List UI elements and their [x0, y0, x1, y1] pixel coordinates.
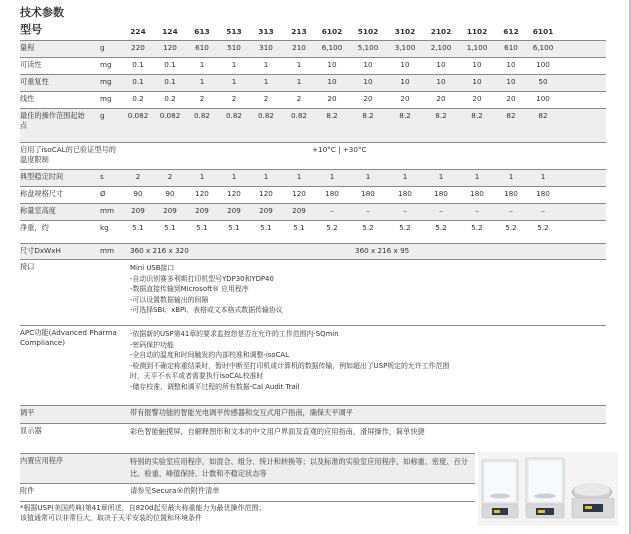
model-col-header: 6102 [321, 27, 343, 36]
accessories-label: 附件 [20, 486, 35, 495]
spec-value: 20 [506, 94, 516, 103]
spec-value: 8.2 [326, 111, 338, 120]
spec-unit: s [100, 172, 104, 181]
spec-value: 220 [131, 43, 145, 52]
footnote-line-1: *根据USP(美国药典)第41章所述，自820d起至最大称重能力为最优操作范围； [20, 504, 266, 512]
spec-value: 0.82 [193, 111, 210, 120]
spec-label: 典型稳定时间 [20, 172, 64, 181]
spec-value: 5.2 [435, 223, 447, 232]
spec-row [20, 91, 606, 108]
spec-value: 180 [361, 189, 375, 198]
spec-label: 可重复性 [20, 77, 49, 86]
model-col-header: 2102 [430, 27, 452, 36]
spec-value: 8.2 [362, 111, 374, 120]
spec-value: 10 [472, 60, 482, 69]
spec-value: 0.1 [132, 60, 144, 69]
spec-value: 0.082 [159, 111, 181, 120]
spec-value: 180 [398, 189, 412, 198]
spec-value: 209 [195, 206, 209, 215]
spec-value: 1 [199, 60, 205, 69]
spec-unit: kg [100, 223, 109, 232]
apc-line: -检测到不确定称重结果时，暂时中断至打印机或计算机的数据传输，例如超出了USP规定的允许工作范围 [130, 361, 450, 370]
spec-value: 209 [131, 206, 145, 215]
accessories-value: 请参见Secura®的附件清单 [130, 486, 220, 495]
dims-label: 尺寸DxWxH [20, 246, 61, 255]
spec-value: 1 [199, 77, 205, 86]
spec-value: 1 [540, 172, 546, 181]
spec-row [20, 169, 606, 186]
spec-value: 2,100 [430, 43, 452, 52]
spec-value: 8.2 [471, 111, 483, 120]
spec-value: 0.082 [127, 111, 149, 120]
spec-value: 510 [227, 43, 241, 52]
spec-value: 20 [472, 94, 482, 103]
spec-value: 209 [227, 206, 241, 215]
spec-unit: mg [100, 94, 112, 103]
apc-line: 时，天平不水平或者需要执行isoCAL校准时 [130, 372, 264, 380]
spec-row [20, 186, 606, 203]
apc-row [20, 325, 606, 405]
spec-value: 20 [436, 94, 446, 103]
model-col-header: 6101 [532, 27, 554, 36]
spec-value: – [403, 206, 407, 215]
spec-value: 1 [263, 172, 269, 181]
dims-value-b: 360 x 216 x 95 [355, 246, 410, 255]
spec-value: 2 [263, 94, 269, 103]
spec-value: 120 [259, 189, 273, 198]
spec-value: 0.1 [164, 60, 176, 69]
spec-value: 1 [508, 172, 514, 181]
apc-line: -密码保护功能 [130, 340, 174, 349]
spec-value: 120 [292, 189, 306, 198]
spec-value: 1 [231, 172, 237, 181]
spec-value: 209 [292, 206, 306, 215]
spec-value: 180 [434, 189, 448, 198]
spec-value: 10 [363, 60, 373, 69]
leveling-label: 调平 [20, 408, 35, 417]
iso-row [20, 142, 606, 169]
spec-value: 1 [296, 77, 302, 86]
spec-label: 线性 [20, 94, 35, 103]
spec-value: 310 [259, 43, 273, 52]
interface-lines [130, 263, 560, 316]
spec-value: 20 [363, 94, 373, 103]
spec-value: 5.1 [196, 223, 208, 232]
apc-line: -依据新的USP第41章的要求监控您是否在允许的工作范围内-SQmin [130, 330, 339, 338]
spec-row [20, 74, 606, 91]
spec-value: 8.2 [399, 111, 411, 120]
spec-value: 8.2 [435, 111, 447, 120]
spec-value: 2 [135, 172, 141, 181]
apc-label: APC功能(Advanced Pharma Compliance) [20, 328, 117, 347]
spec-value: 120 [163, 43, 177, 52]
spec-value: 0.1 [132, 77, 144, 86]
spec-value: 90 [165, 189, 175, 198]
spec-value: 0.2 [164, 94, 176, 103]
spec-value: 180 [325, 189, 339, 198]
spec-value: 610 [504, 43, 518, 52]
spec-value: 120 [195, 189, 209, 198]
spec-value: 1,100 [466, 43, 488, 52]
spec-value: 5,100 [357, 43, 379, 52]
spec-value: 209 [163, 206, 177, 215]
spec-value: 10 [400, 60, 410, 69]
spec-value: 209 [259, 206, 273, 215]
footnote-line-2: 该值通常可以非常巨大，取决于天平安装的位置和环境条件 [20, 514, 202, 522]
spec-row [20, 40, 606, 57]
model-col-header: 224 [130, 27, 146, 36]
spec-value: 1 [263, 60, 269, 69]
spec-value: – [475, 206, 479, 215]
spec-value: 1 [296, 172, 302, 181]
leveling-value: 带有报警功能的智能光电调平传感器和交互式用户指南，确保天平调平 [130, 408, 353, 417]
interface-line: -自动识别赛多利斯打印机型号YDP30和YDP40 [130, 274, 274, 283]
apc-lines [130, 329, 560, 392]
spec-value: 5.2 [362, 223, 374, 232]
display-value: 彩色智能触摸屏，自解释图形和文本的中文用户界面及直观的应用指南，滑屏操作，简单快捷 [130, 427, 425, 436]
spec-value: 5.2 [399, 223, 411, 232]
spec-value: 1 [199, 172, 205, 181]
spec-value: 1 [329, 172, 335, 181]
model-col-header: 3102 [394, 27, 416, 36]
spec-value: 6,100 [532, 43, 554, 52]
interface-row [20, 259, 606, 325]
spec-value: 10 [400, 77, 410, 86]
model-col-header: 613 [194, 27, 210, 36]
iso-value: +10°C | +30°C [312, 145, 367, 154]
spec-value: 180 [504, 189, 518, 198]
dims-unit: mm [100, 246, 115, 255]
spec-value: 1 [231, 60, 237, 69]
spec-value: 5.1 [228, 223, 240, 232]
model-label: 型号 [20, 23, 42, 36]
spec-value: 1 [402, 172, 408, 181]
spec-value: 10 [436, 60, 446, 69]
spec-label: 净重，约 [20, 223, 49, 232]
spec-value: 5.2 [471, 223, 483, 232]
spec-value: 100 [536, 94, 550, 103]
spec-value: 10 [506, 77, 516, 86]
model-col-header: 124 [162, 27, 178, 36]
spec-value: – [366, 206, 370, 215]
interface-line: -数据直接传输到Microsoft® 应用程序 [130, 285, 249, 293]
model-col-header: 5102 [357, 27, 379, 36]
interface-line: -可以设置数据输出的间隔 [130, 295, 209, 304]
spec-row [20, 57, 606, 74]
spec-label: 量程 [20, 43, 35, 52]
spec-value: 0.2 [132, 94, 144, 103]
spec-value: 2 [167, 172, 173, 181]
spec-value: 10 [436, 77, 446, 86]
spec-value: 1 [474, 172, 480, 181]
spec-value: 180 [470, 189, 484, 198]
model-col-header: 1102 [466, 27, 488, 36]
spec-value: 90 [133, 189, 143, 198]
spec-unit: g [100, 43, 105, 52]
spec-value: 180 [536, 189, 550, 198]
spec-value: 2 [199, 94, 205, 103]
spec-value: 10 [472, 77, 482, 86]
model-col-header: 612 [503, 27, 519, 36]
dims-value-a: 360 x 216 x 320 [130, 246, 189, 255]
spec-value: 0.1 [164, 77, 176, 86]
spec-value: 0.82 [257, 111, 274, 120]
model-col-header: 213 [291, 27, 307, 36]
spec-value: 10 [327, 77, 337, 86]
spec-unit: mm [100, 206, 115, 215]
spec-value: – [439, 206, 443, 215]
interface-label: 接口 [20, 262, 35, 271]
spec-value: 1 [296, 60, 302, 69]
spec-value: 10 [327, 60, 337, 69]
display-label: 显示器 [20, 426, 42, 435]
interface-line: Mini USB接口 [130, 264, 175, 272]
spec-value: – [541, 206, 545, 215]
spec-value: – [509, 206, 513, 215]
spec-value: 1 [231, 77, 237, 86]
spec-value: 210 [292, 43, 306, 52]
spec-unit: mg [100, 77, 112, 86]
model-header-row [20, 22, 606, 39]
spec-value: 82 [506, 111, 516, 120]
spec-value: 10 [363, 77, 373, 86]
spec-value: 100 [536, 60, 550, 69]
apc-line: -全自动的温度和时间触发的内部校准和调整-isoCAL [130, 351, 289, 359]
page-title: 技术参数 [20, 6, 64, 19]
interface-line: -可选择SBI、xBPI、表格或文本格式数据传输协议 [130, 306, 283, 314]
spec-value: 1 [438, 172, 444, 181]
spec-value: 5.1 [164, 223, 176, 232]
apc-line: -储存校准、调整和调平过程的所有数据-Cal Audit Trail [130, 382, 300, 391]
spec-row [20, 203, 606, 220]
spec-value: 2 [231, 94, 237, 103]
apps-row [20, 453, 475, 483]
spec-value: 20 [327, 94, 337, 103]
spec-value: 5.2 [505, 223, 517, 232]
apps-value: 特别的实验室应用程序，如混合、组分、统计和转换等；以及标准的实验室应用程序，如称重、密度、百分比、检重、峰值保持、计数和不稳定状态等 [130, 457, 468, 478]
spec-value: – [330, 206, 334, 215]
spec-value: 0.82 [290, 111, 307, 120]
spec-value: 5.1 [132, 223, 144, 232]
apps-label: 内置应用程序 [20, 456, 64, 465]
spec-unit: mg [100, 60, 112, 69]
accessories-row [20, 483, 475, 502]
spec-value: 20 [400, 94, 410, 103]
spec-value: 82 [538, 111, 548, 120]
leveling-row [20, 405, 606, 423]
spec-value: 610 [195, 43, 209, 52]
spec-row [20, 108, 606, 142]
model-col-header: 313 [258, 27, 274, 36]
spec-value: 10 [506, 60, 516, 69]
spec-value: 5.1 [293, 223, 305, 232]
spec-row [20, 220, 606, 243]
spec-value: 120 [227, 189, 241, 198]
spec-label: 最佳的操作范围起始点 [20, 111, 85, 130]
spec-value: 1 [365, 172, 371, 181]
spec-unit: Ø [100, 189, 106, 198]
spec-value: 2 [296, 94, 302, 103]
spec-label: 称盘规格尺寸 [20, 189, 64, 198]
balance-product-image [478, 452, 618, 526]
spec-value: 3,100 [394, 43, 416, 52]
spec-value: 5.2 [537, 223, 549, 232]
spec-value: 5.2 [326, 223, 338, 232]
model-col-header: 513 [226, 27, 242, 36]
spec-value: 5.1 [260, 223, 272, 232]
footnote [20, 503, 265, 523]
spec-value: 1 [263, 77, 269, 86]
iso-label: 启用了isoCAL的已验证型号的温度限制 [20, 145, 116, 164]
dims-row [20, 243, 606, 259]
display-row [20, 423, 606, 453]
spec-value: 50 [538, 77, 548, 86]
spec-label: 称量室高度 [20, 206, 56, 215]
spec-label: 可读性 [20, 60, 42, 69]
spec-value: 6,100 [321, 43, 343, 52]
spec-unit: g [100, 111, 105, 120]
spec-value: 0.82 [225, 111, 242, 120]
